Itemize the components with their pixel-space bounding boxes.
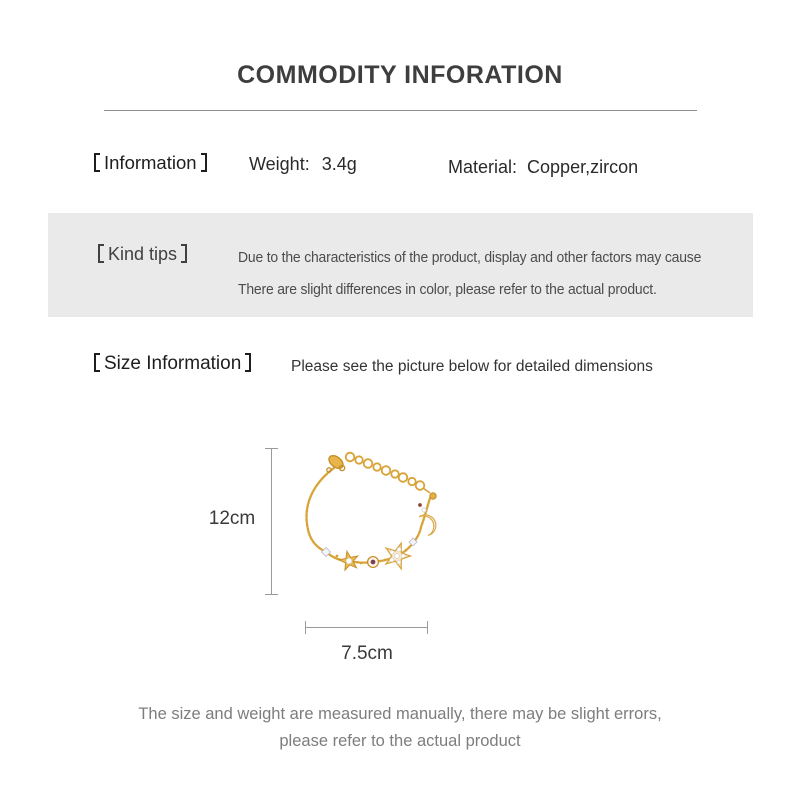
footer-disclaimer [0, 701, 800, 755]
page-title: COMMODITY INFORATION [237, 61, 563, 89]
material-value: Copper,zircon [527, 157, 639, 177]
drop-charm [430, 493, 436, 499]
information-label-text: Information [104, 152, 197, 173]
tiny-crystal [422, 508, 426, 512]
crystal-star-charm [381, 539, 413, 570]
weight-value: 3.4g [321, 154, 357, 174]
height-dimension-cap-top [265, 448, 278, 449]
width-dimension-label: 7.5cm [341, 643, 393, 664]
kind-tips-label [98, 244, 187, 265]
material-field [448, 157, 638, 178]
width-dimension-line [305, 627, 427, 628]
kind-tips-line-2: There are slight differences in color, please refer to the actual product. [238, 281, 657, 298]
size-information-note: Please see the picture below for detailed dimensions [291, 358, 653, 375]
material-label: Material: [448, 157, 518, 177]
bracket-close-icon [181, 244, 187, 263]
information-label [94, 152, 207, 174]
footer-line-1: The size and weight are measured manually, there may be slight errors, [138, 705, 662, 723]
kind-tips-line-1: Due to the characteristics of the product, display and other factors may cause [238, 249, 702, 266]
weight-field [249, 154, 357, 175]
bracket-open-icon [94, 153, 100, 172]
lobster-clasp-icon [327, 453, 348, 473]
red-bead [418, 503, 422, 507]
size-figure [0, 430, 800, 685]
bracket-open-icon [98, 244, 104, 263]
bracelet-image [293, 442, 457, 614]
weight-label: Weight: [249, 154, 310, 174]
kind-tips-text [238, 242, 701, 306]
bracket-close-icon [245, 353, 251, 372]
gold-star-charm [338, 549, 360, 571]
bracket-close-icon [201, 153, 207, 172]
width-dimension-cap-right [427, 621, 428, 634]
size-information-label [94, 353, 251, 375]
width-dimension-cap-left [305, 621, 306, 634]
kind-tips-band [48, 213, 753, 317]
title-divider [104, 110, 697, 111]
footer-line-2: please refer to the actual product [279, 732, 521, 750]
height-dimension-label: 12cm [208, 508, 256, 529]
extension-chain [346, 453, 425, 490]
extension-tail [423, 488, 430, 493]
kind-tips-label-text: Kind tips [108, 244, 178, 264]
bracket-open-icon [94, 353, 100, 372]
size-information-label-text: Size Information [104, 353, 242, 374]
round-charm [368, 557, 379, 568]
height-dimension-cap-bottom [265, 594, 278, 595]
